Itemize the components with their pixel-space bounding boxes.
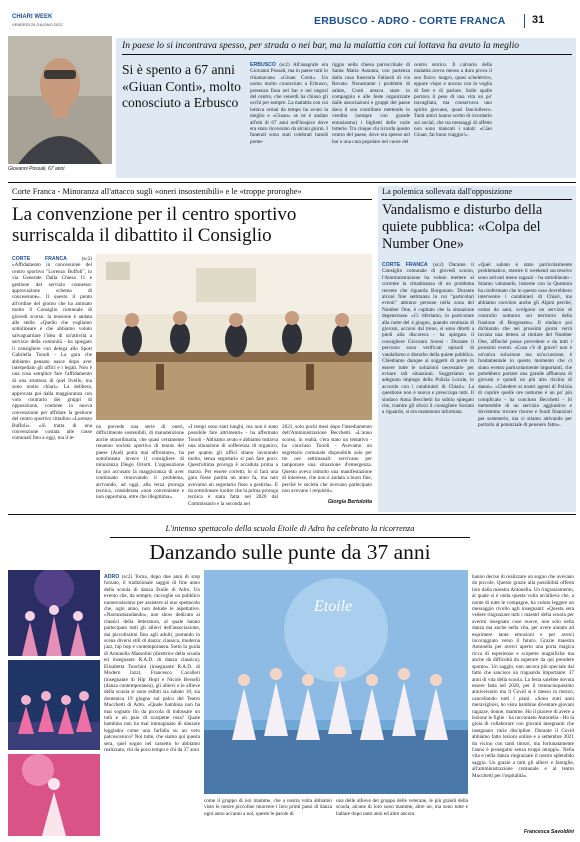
story4-col4: hanno deciso di realizzare un sogno che avevano da piccole. Questo grazie alla possibilità offerta loro dalla maestra Antonella. Un ringraziamento, al quale si è unita questa volta un'allieva che, a nome di tutte le compagne, ha voluto leggere un messaggio rivolto agli insegnanti: «Questa sera vedere ringraziare tutti i maestri della scuola per avermi insegnato cose nuove, non solo nella danza ma anche nella vita, per avere aiutato ad esprimere tante emozioni e per averci incoraggiato verso il futuro. Grazie maestra Antonella per averci aperto una porta magica ricca di esperienze e scoperte magnifiche ma anche dà difficoltà da superare da qui prendere spunto». Un saggio, non ancora più speciale dal fatto che sancisce un traguardo importante: 37 anni di vita della scuola. La festa sarebbe dovuta essere fatta nel 2020, per il trentacinquesimo anniversario ma il Covid si è messo in mezzo, cancellando tutti i piani. «Sono stati anni meravigliosi, ho visto bambine diventare giovani ragazze, donne, mamme. Ho il piacere di avere a lezione le figlie - ha raccontato Antonella - Ho la gioia di collaborare con giovani insegnanti che insegnano varie discipline. Durante il Covid abbiamo fatto lezioni online e a settembre 2021 da vicino con tanti timori, ma fortunatamente l'anno è proseguito senza troppi intoppi». Nella vita e nella danza ringraziare il nostro splendido saggio. Un grazie a tutti gli allievi e famiglie, all'amministrazione comunale e al teatro Mucchetti per l'ospitalità». [472,574,574,779]
masthead [0,0,580,34]
story4-headline: Danzando sulle punte da 37 anni [149,540,431,564]
section-divider [524,14,525,28]
story3-col2: «Quel sabato è stato particolarmente problematico, mentre il weekend successivo sono arrivati meno ragazzi - ha sottolineato - Stiamo valutando, insieme con la Questura ha confermato che in questo caso dovrebbero intervenire i carabinieri di Chiari, ma abbiamo convinto anche gli Alpini perché, ormai da anni, svolgono un servizio di controllo notturno sul territorio della frazione di Borgonato». Il sindaco poi dichiarato che nei prossimi giorni verrà inviata una lettera al titolare del Number One, affinché possa prevedere e da tutti i prossimi eventi. «Cosa c'è di grave? non è un'unica soluzione ma un'occasione, è fondamentale in questo momento che ci siano evento particolarmente importanti, che potrebbero portare una grande affluenza di giovani e quindi un più alto rischio di danni». «Chiedere ai nostri agenti di Polizia di coprire quelle ore notturne è un po' più complicato - ha concluso Becchetti - Si metterebbe di un servizio aggiuntivo e dovremmo trovare risorse e fondi finanziari per sostenerlo, ma ci stiamo attivando per portarlo al potenziale di pensiero fatto». [478,262,572,429]
story4-byline: Francesca Savoldini [523,829,574,835]
dance-photo-1 [8,570,100,656]
issue-date: VENERDÌ 24 GIUGNO 2022 [12,22,63,27]
story2-col3: «I tempi sono stati lunghi, ma non è stato possibile fare altrimenti» - ha affermato Tonoli - Abbiamo avuto e abbiamo tuttavia una situazione di sofferenza di organico, per quanto gli uffici stiano lavorando molto, senza segretario si può fare poco. Quest'ultima proroga è accaduta prima a marzo. Per essere corretti, lo si farà una gara fosse partita un anno fa, ma non avevamo un segretario fisso a gestirla». E da sottolineare inoltre che la prima proroga tecnica è stata fatta nel 2020 dal Commissario e la seconda nel [188,424,278,506]
story2-headline: La convenzione per il centro sportivo surriscalda il dibattito il Consiglio [12,204,297,246]
story2-kicker: Corte Franca - Minoranza all'attacco sugli «oneri insostenibili» e le «troppe proroghe» [12,187,302,196]
dance-stage-photo [204,570,468,794]
story3-kicker: La polemica sollevata dall'opposizione [382,187,513,196]
story1-col1: ERBUSCO (sc2) All'anagrafe era Giovanni Possali, ma in paese tutti lo chiamavano «Giuan Conti». Un uomo molto conosciuto a Erbusco, presenza fissa nei bar e nei negozi del centro, che venerdì ha chiuso gli occhi per sempre. La malattia con cui lottava ormai da tempo ha avuto la meglio e «Giuan» se ne è andato all'età di 67 anni nell'hospice dove era stato ricoverato da alcuni giorni. I funerali sono stati celebrati lunedì pome- [250,62,328,145]
story4-col1: ADRO (sc2) Torna, dopo due anni di stop forzato, il tradizionale saggio di fine anno della scuola di danza Etoile di Adro. Un evento che, da sempre, raccoglie un pubblico numerosissimo per assistere al uno spettacolo che, ogni anno, non delude le aspettative. «Narrandoandando», uno show dedicato ai classici della letteratura, al quale hanno partecipato tutti gli allievi dell'associazione, dai piccolissimi fino agli adulti, portando in scena diversi stili di danza: classica, moderna jazz, hip hop e contemporanea. Sotto la guida di Antonella Massolini (direttrice della scuola ed insegnante R.A.D. di danza classica), Elisabetta Tonchini (insegnante R.A.D. di Modern Jazz), Francesco Cavalleri (insegnante di Hip Hop) e Nicole Berselli (danza contemporanea), gli allievi e le allieve della scuola si sono esibiti sia sabato 18, sia domenica 19 giugno sul palco del Teatro Mucchetti di Adro. «Quale bambina non ha mai sognato fin da piccola di indossare un tutù e un paio di scarpette rosa? Quale bambina non ha mai immaginato di danzare leggiadra come una farfalla su un vero palcoscenico? Noi tutte, che siamo qui questa sera, quel sogno nel cassetto lo abbiamo realizzato, chi da poco tempo e chi da 37 anni [104,574,200,753]
story1-kicker-rule [122,54,572,55]
story4-col3: una delle allieve del gruppo delle veterane, le più grandi della scuola, alcune di loro sono mamme, altre no, ma sono tutte e ballare dopo tanti anni ed altre ancora [336,798,468,817]
story2-kicker-rule [12,199,372,200]
story2-byline: Giorgia Bertolotta [327,499,372,505]
story4-col2: come il gruppo di noi mamme, che a nostra volta abbiamo visto le nostre piccoline muovere i loro primi passi di danza ogni anno accanto a noi, queste le parole di [204,798,332,817]
story1-bottom-rule [8,182,576,183]
story1-kicker: In paese lo si incontrava spesso, per strada o nei bar, ma la malattia con cui lottava ha avuto la meglio [122,40,520,51]
dance-photo-3 [8,754,100,836]
council-photo [96,254,372,420]
story4-kicker-rule [110,537,470,538]
story3-headline: Vandalismo e disturbo della quiete pubblica: «Colpa del Number One» [382,202,543,252]
brand-logo: CHIARI WEEK [12,14,53,20]
story4-lead: ADRO [104,574,120,580]
story3-col1: CORTE FRANCA (sc2) Durante il Consiglio comunale di giovedì scorso, l'Amministrazione ha voluto mettere al corrente la cittadinanza di un problema recente che riguarda Borgonato. Durante alcuni fine settimana in cui "particolari eventi" attirano persone nella zona del Number One, è capitato che la situazione degenerasse. «Ci riferiamo, in particolare alla notte del 4 giugno, quando centinaia di giovani, accorsi dal treno, si sono diretti a piedi alla discoteca - ha spiegato il consigliere Giovanni Soresi - Durante il percorso sono verificati episodi di vandalismo e disturbo della quiete pubblica. Chiediamo dunque ai soggetti di porre in essere tutte le soluzioni necessarie per evitare tali situazioni. Suggeriamo un adeguato impiego della Polizia Locale, in accordo con i carabinieri di Chiari». La questione non è nuova e preoccupa tutti. Il sindaco Anna Becchetti ha subito spiegato che, tramite gli sforzi il consigliere Soriani a riguardo, si era mantenuto informata. [382,262,474,416]
story2-col1: CORTE FRANCA (sc2) «Affidamento in concessione del centro sportivo "Lorenzo Buffoli", in via Generale Dalla Chiesa 11 e gestione del servizio connesso: approvazione schema di concessione». Il questo il punto all'ordine del giorno che ha animato molto il Consiglio comunale di giovedì scorso: la tensione è andata alle stelle. «Quello che vogliamo sottolineare è che abbiamo voluto salvaguardare l'idea di un'attività a servizio della comunità - ha spiegato il consigliere con delega allo Sport Gabriella Tonoli - La gara che abbiamo pensato nasce dopo aver interpellato gli uffici e i legali. Non è una cosa semplice fare l'affidamento di una struttura di quel livello, ma sono molto chiari». La delibera, approvata poi dalla maggioranza con voto contrario dei gruppi di opposizione, contiene la nuova convenzione per affidare la gestione del centro sportivo cittadino «Lorenzo Buffoli». «Si tratta di una convenzione costata alle casse comunali fino a oggi, ma il te- [12,256,92,442]
stage-backdrop-label: Etoile [314,598,353,615]
story1-col3: centro storico. Il calvario della malattia aveva messo a dura prova il suo fisico: magro, quasi scheletrico, eppure vispo e ancora con la voglia di fare e di parlare. Sulle spalle portava il peso di una vita un po' travagliata, ma conservava uno spirito giovane, quasi fanciullesco. Tanti amici hanno scelto di ricordarlo sui social, che tra messaggi di affetto non sono mancati i saluti: «Ciao Giuan, fai buon viaggio!». [414,62,492,139]
story1-headline: Si è spento a 67 anni «Giuan Conti», molto conosciuto a Erbusco [122,62,241,110]
story3-bottom-rule [8,514,576,515]
portrait-caption: Giovanni Possali, 67 anni [8,166,65,172]
story1-lead: ERBUSCO [250,62,276,68]
story2-col2: no prevede una serie di oneri, difficilmente sostenibili, di manutenzione anche straordinaria, che quasi certamente renanno società sportiva di tennis del paese (Aud) potrà mai affrontare», ha sottolineato invece il consigliere di minoranza Diego Orlotti. L'opposizione ha poi accusato la maggioranza di aver continuato rinnovando il problema, arrivando, ad oggi, alla terza proroga tecnica, considerata «non conveniente e non opportuna, oltre che illegittima». [96,424,184,501]
story3-lead: CORTE FRANCA [382,262,428,268]
portrait-photo [8,36,112,164]
story4-kicker: L'intenso spettacolo della scuola Etoile di Adro ha celebrato la ricorrenza [165,524,415,533]
story3-kicker-rule [382,199,572,200]
story2-col4: 2021, solo pochi mesi dopo l'insediamento dell'Amministrazione Becchetti. «L'anno scorso, in realtà, c'era stato un tentativo - ha concluso Tonoli - Avevamo un segretario comunale disponibile solo per tre ore settimanali: servivano per tamponare una situazione d'emergenza. Questo aveva istituito una manifestazione di interesse, che non è andata a buon fine, perché le società che avevano partecipato non avevano i requisiti». [282,424,372,495]
page-number: 31 [532,14,545,26]
section-title: ERBUSCO - ADRO - CORTE FRANCA [314,15,506,27]
story2-lead: CORTE FRANCA [12,256,67,262]
dance-photo-2 [8,660,100,750]
story1-col2: riggio nella chiesa parrocchiale di Santa Maria Assunta, con partenza dalla casa funeraria Faliardi di via Rovato. Nonostante i problemi di salute, Conti amava stare in compagnia e alle feste organizzate dalle associazioni e gruppi del paese dava il suo contributo mettendo in vendita (sempre con grande entusiasmo) i biglietti delle varie lotterie. Tra cinque chi ricorda questo centro del paese, dove era spesso nel bar a una cara popolare nel cuore del [332,62,410,145]
